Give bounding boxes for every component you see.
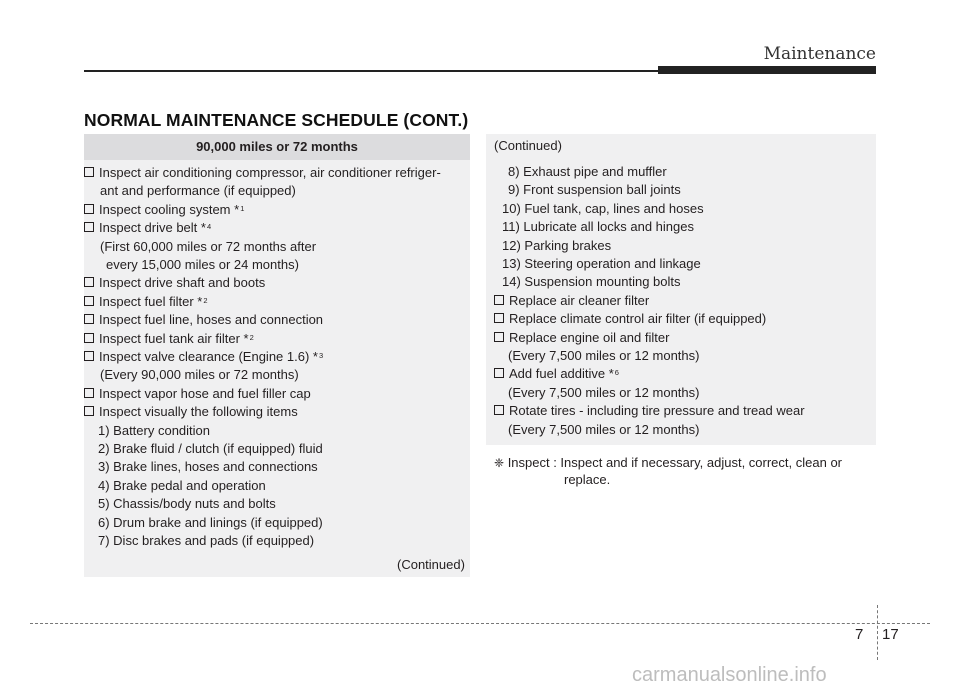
left-schedule-item [84, 385, 311, 403]
header-rule-tab [658, 66, 876, 74]
left-schedule-item [98, 458, 318, 476]
watermark: carmanualsonline.info [632, 664, 827, 686]
left-schedule-item-text: (First 60,000 miles or 72 months after [100, 238, 317, 254]
schedule-interval-header: 90,000 miles or 72 months [84, 134, 470, 160]
left-schedule-item [84, 403, 298, 421]
left-schedule-item-text: every 15,000 miles or 24 months) [106, 257, 299, 272]
section-title: Maintenance [763, 44, 876, 64]
checkbox-icon [494, 295, 504, 305]
checkbox-icon [84, 222, 94, 232]
footer-divider [877, 605, 878, 660]
right-schedule-item-text: (Every 7,500 miles or 12 months) [508, 348, 700, 363]
left-schedule-item-text: Inspect visually the following items [99, 404, 298, 420]
right-continued-label: (Continued) [494, 138, 562, 153]
left-schedule-item [84, 330, 254, 348]
left-schedule-item [100, 238, 316, 256]
left-schedule-item-text: 3) Brake lines, hoses and connections [98, 459, 318, 475]
left-schedule-item [98, 514, 323, 532]
left-schedule-item [98, 495, 276, 513]
right-schedule-item-text: (Every 7,500 miles or 12 months) [508, 421, 700, 437]
right-schedule-item-text: Replace air cleaner filter [509, 292, 650, 308]
right-schedule-item [494, 365, 619, 383]
chapter-number: 7 [855, 626, 864, 643]
footnote-marker: 4 [206, 222, 212, 232]
right-schedule-item-text: 9) Front suspension ball joints [508, 182, 681, 198]
left-schedule-item-text: Inspect cooling system * [99, 201, 240, 217]
note-line-1: Inspect : Inspect and if necessary, adjust, correct, clean or [507, 455, 842, 470]
right-schedule-item [494, 292, 649, 310]
checkbox-icon [84, 204, 94, 214]
left-schedule-item-text: 6) Drum brake and linings (if equipped) [98, 514, 323, 530]
right-schedule-item [502, 237, 611, 255]
right-schedule-item [502, 255, 701, 273]
left-schedule-item-text: Inspect fuel filter * [99, 293, 203, 309]
footnote-marker: 3 [318, 351, 324, 360]
left-schedule-item [98, 440, 323, 458]
checkbox-icon [494, 332, 504, 342]
right-schedule-item [502, 218, 694, 236]
footnote-marker: 6 [614, 368, 619, 378]
left-schedule-item-text: Inspect air conditioning compressor, air conditioner refriger- [99, 165, 441, 180]
page-heading: NORMAL MAINTENANCE SCHEDULE (CONT.) [84, 110, 469, 130]
checkbox-icon [84, 333, 94, 343]
right-schedule-item [508, 421, 699, 439]
left-schedule-item [106, 256, 299, 274]
left-schedule-item-text: Inspect fuel tank air filter * [99, 330, 249, 346]
checkbox-icon [84, 277, 94, 287]
right-schedule-item-text: Add fuel additive * [509, 366, 614, 382]
right-schedule-item-text: 12) Parking brakes [502, 237, 612, 253]
note-line-2: replace. [564, 472, 611, 487]
checkbox-icon [84, 167, 94, 177]
right-schedule-item [494, 402, 805, 420]
checkbox-icon [494, 313, 504, 323]
checkbox-icon [84, 351, 94, 361]
left-schedule-item-text: 5) Chassis/body nuts and bolts [98, 496, 276, 512]
right-schedule-item [502, 273, 681, 291]
inspect-note [494, 454, 842, 472]
right-schedule-item-text: 8) Exhaust pipe and muffler [508, 164, 667, 179]
checkbox-icon [494, 368, 504, 378]
right-schedule-item [494, 310, 766, 328]
left-schedule-item-text: Inspect drive shaft and boots [99, 275, 266, 291]
left-schedule-item-text: 1) Battery condition [98, 422, 211, 438]
left-schedule-item-text: Inspect drive belt * [99, 220, 206, 236]
left-schedule-item [84, 274, 265, 292]
left-schedule-item [84, 348, 323, 366]
left-schedule-item-text: Inspect valve clearance (Engine 1.6) * [99, 349, 318, 364]
left-schedule-item-text: (Every 90,000 miles or 72 months) [100, 367, 299, 383]
left-schedule-item [98, 422, 210, 440]
right-schedule-item-text: Rotate tires - including tire pressure and tread wear [509, 403, 805, 419]
right-schedule-item [502, 200, 704, 218]
footnote-marker: 2 [249, 332, 254, 342]
right-schedule-item [508, 181, 681, 199]
right-schedule-item-text: 10) Fuel tank, cap, lines and hoses [502, 200, 704, 216]
left-schedule-item [84, 219, 211, 237]
right-schedule-item-text: (Every 7,500 miles or 12 months) [508, 384, 700, 400]
footnote-marker: 1 [240, 203, 245, 213]
checkbox-icon [84, 314, 94, 324]
right-schedule-item-text: Replace engine oil and filter [509, 329, 670, 345]
right-schedule-item [508, 163, 667, 181]
header-rule [84, 70, 660, 72]
left-schedule-item [84, 201, 244, 219]
page-number: 17 [882, 626, 899, 643]
right-schedule-item [494, 329, 669, 347]
checkbox-icon [494, 405, 504, 415]
left-schedule-item-text: Inspect fuel line, hoses and connection [99, 312, 324, 328]
checkbox-icon [84, 388, 94, 398]
left-schedule-item [98, 477, 266, 495]
right-schedule-item-text: Replace climate control air filter (if equipped) [509, 311, 767, 327]
right-schedule-item-text: 11) Lubricate all locks and hinges [502, 219, 694, 235]
left-schedule-item-text: 7) Disc brakes and pads (if equipped) [98, 533, 315, 548]
left-continued-label: (Continued) [397, 557, 465, 572]
left-schedule-item [84, 311, 323, 329]
note-symbol-icon: ❈ [494, 456, 505, 470]
checkbox-icon [84, 406, 94, 416]
left-schedule-item [84, 164, 441, 182]
right-schedule-item [508, 384, 699, 402]
left-schedule-item-text: ant and performance (if equipped) [100, 183, 296, 199]
right-schedule-item [508, 347, 699, 365]
left-schedule-item [100, 366, 299, 384]
right-schedule-item-text: 13) Steering operation and linkage [502, 256, 701, 271]
left-schedule-item [98, 532, 314, 550]
footer-rule [30, 623, 930, 624]
left-schedule-item-text: Inspect vapor hose and fuel filler cap [99, 385, 311, 401]
left-schedule-item-text: 2) Brake fluid / clutch (if equipped) fluid [98, 441, 323, 456]
left-schedule-item [100, 182, 296, 200]
left-schedule-item-text: 4) Brake pedal and operation [98, 477, 266, 493]
right-schedule-item-text: 14) Suspension mounting bolts [502, 274, 681, 290]
footnote-marker: 2 [203, 295, 208, 305]
checkbox-icon [84, 296, 94, 306]
left-schedule-item [84, 293, 208, 311]
